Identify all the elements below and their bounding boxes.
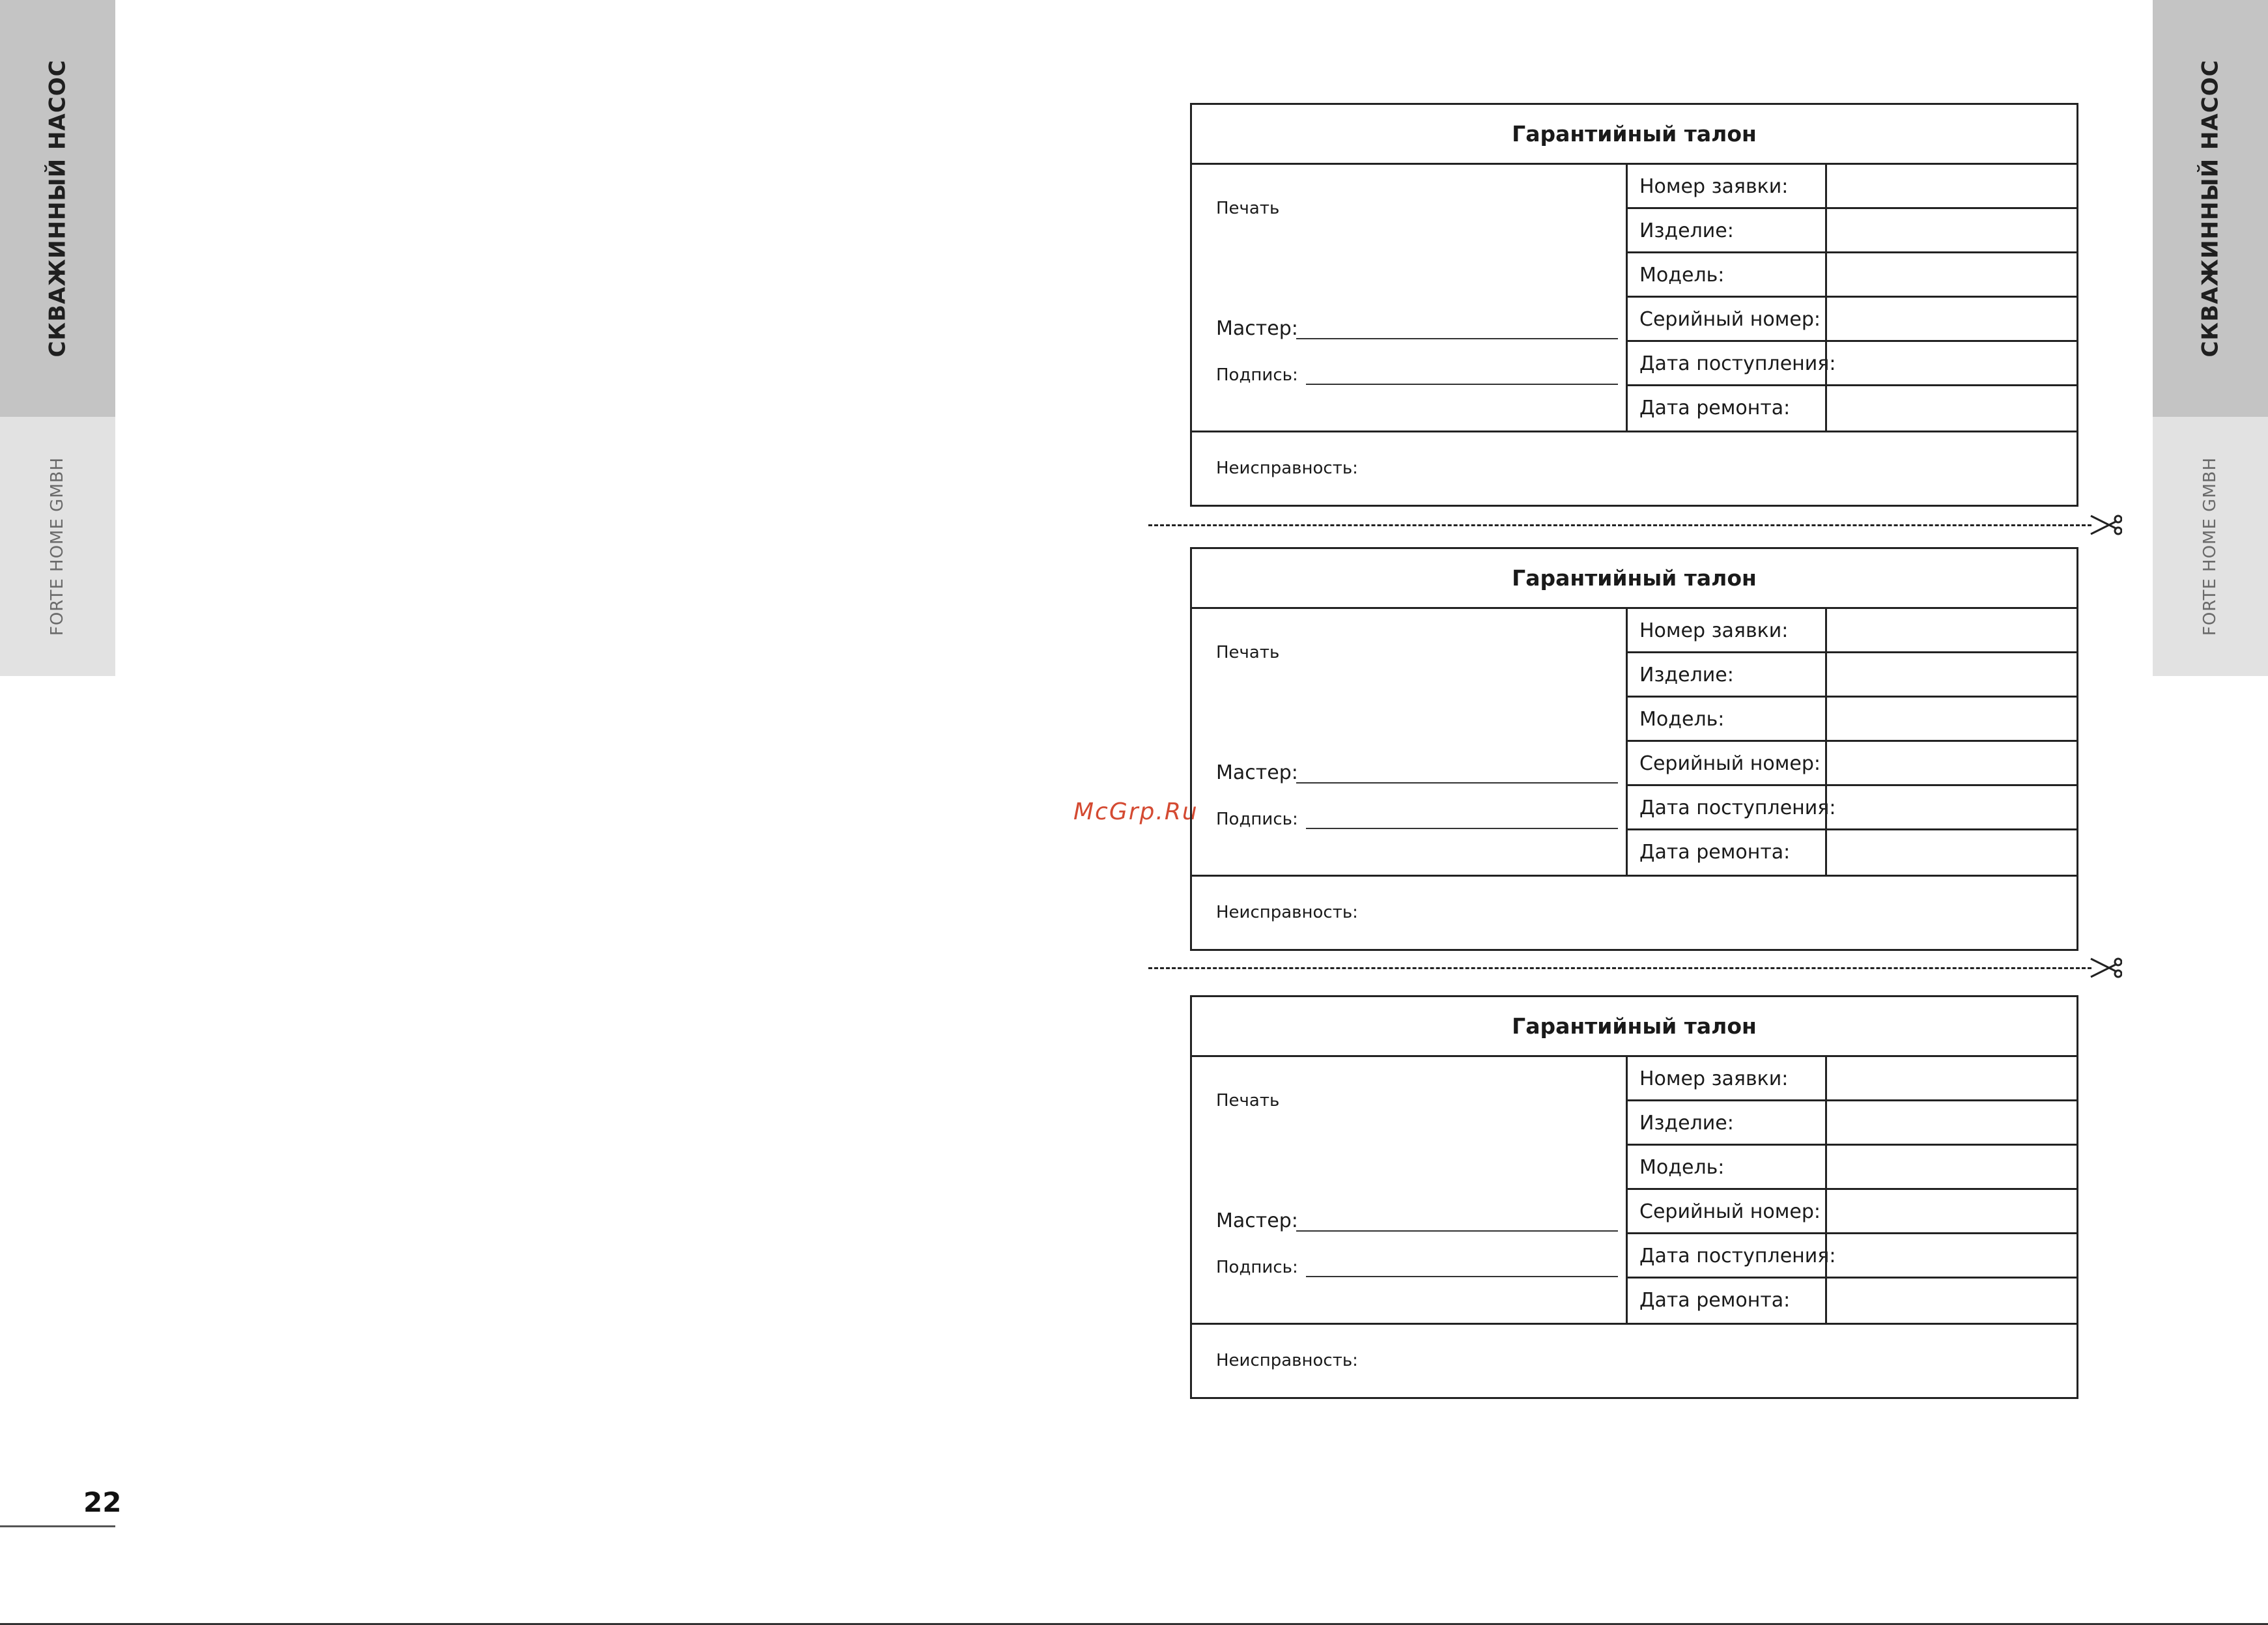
page-number-rule: [0, 1525, 115, 1527]
field-row-request-number: [1628, 1057, 2077, 1101]
field-label: Серийный номер:: [1639, 752, 1821, 775]
signature-line[interactable]: [1306, 1276, 1618, 1277]
print-label: Печать: [1216, 199, 1280, 218]
master-line[interactable]: [1296, 338, 1618, 339]
side-tab-title-right-text: [2153, 0, 2268, 417]
field-label: Серийный номер:: [1639, 1200, 1821, 1223]
fields-column: [1626, 165, 2077, 431]
field-label: Номер заявки:: [1639, 619, 1789, 642]
field-row-request-number: [1628, 609, 2077, 653]
defect-label: Неисправность:: [1216, 1351, 1358, 1370]
field-label: Дата поступления:: [1639, 1245, 1836, 1267]
defect-row[interactable]: [1192, 875, 2077, 949]
print-label: Печать: [1216, 643, 1280, 662]
master-line[interactable]: [1296, 1230, 1618, 1232]
warranty-card-3: [1190, 995, 2078, 1399]
defect-row[interactable]: [1192, 431, 2077, 505]
stamp-area: [1192, 1057, 1626, 1323]
field-value-cell[interactable]: [1825, 209, 2077, 251]
field-row-serial-number: [1628, 742, 2077, 786]
signature-label: Подпись:: [1216, 1258, 1298, 1277]
card-title: Гарантийный талон: [1192, 105, 2077, 165]
scissors-icon: [2090, 513, 2122, 537]
defect-row[interactable]: [1192, 1323, 2077, 1397]
field-value-cell[interactable]: [1825, 653, 2077, 696]
field-value-cell[interactable]: [1825, 165, 2077, 207]
field-label: Модель:: [1639, 708, 1725, 731]
field-row-model: [1628, 1146, 2077, 1190]
field-row-repair-date: [1628, 1279, 2077, 1323]
field-row-product: [1628, 1101, 2077, 1146]
field-value-cell[interactable]: [1825, 698, 2077, 740]
card-title: Гарантийный талон: [1192, 549, 2077, 609]
stamp-area: [1192, 609, 1626, 875]
field-label: Дата поступления:: [1639, 797, 1836, 819]
side-brand-left: FORTE HOME GMBH: [48, 457, 68, 636]
field-row-receipt-date: [1628, 342, 2077, 386]
field-value-cell[interactable]: [1825, 386, 2077, 431]
field-value-cell[interactable]: [1825, 1190, 2077, 1232]
field-value-cell[interactable]: [1825, 342, 2077, 384]
warranty-card-2: [1190, 547, 2078, 951]
defect-label: Неисправность:: [1216, 459, 1358, 478]
watermark: McGrp.Ru: [1073, 798, 1198, 825]
field-row-model: [1628, 698, 2077, 742]
field-value-cell[interactable]: [1825, 1101, 2077, 1144]
field-label: Модель:: [1639, 1156, 1725, 1179]
print-label: Печать: [1216, 1091, 1280, 1110]
field-row-product: [1628, 209, 2077, 253]
scissors-icon: [2090, 956, 2122, 980]
signature-label: Подпись:: [1216, 810, 1298, 829]
field-row-repair-date: [1628, 830, 2077, 875]
fields-column: [1626, 1057, 2077, 1323]
cut-line-2: [1148, 967, 2091, 969]
field-value-cell[interactable]: [1825, 1279, 2077, 1323]
field-value-cell[interactable]: [1825, 609, 2077, 651]
field-label: Модель:: [1639, 264, 1725, 287]
field-label: Изделие:: [1639, 1112, 1734, 1135]
field-label: Дата поступления:: [1639, 352, 1836, 375]
defect-label: Неисправность:: [1216, 903, 1358, 922]
field-label: Дата ремонта:: [1639, 397, 1791, 419]
cut-line-1: [1148, 524, 2091, 526]
field-label: Изделие:: [1639, 219, 1734, 242]
signature-label: Подпись:: [1216, 365, 1298, 385]
field-row-receipt-date: [1628, 786, 2077, 830]
field-row-model: [1628, 253, 2077, 298]
field-value-cell[interactable]: [1825, 1146, 2077, 1188]
field-row-request-number: [1628, 165, 2077, 209]
field-row-serial-number: [1628, 298, 2077, 342]
side-tab-brand-right-text: [2153, 417, 2268, 676]
fields-column: [1626, 609, 2077, 875]
side-tab-brand-left-text: [0, 417, 115, 676]
card-title: Гарантийный талон: [1192, 997, 2077, 1057]
field-row-repair-date: [1628, 386, 2077, 431]
stamp-area: [1192, 165, 1626, 431]
field-value-cell[interactable]: [1825, 1057, 2077, 1099]
warranty-card-1: [1190, 103, 2078, 507]
field-value-cell[interactable]: [1825, 786, 2077, 828]
field-label: Серийный номер:: [1639, 308, 1821, 331]
field-label: Номер заявки:: [1639, 175, 1789, 198]
master-line[interactable]: [1296, 782, 1618, 784]
side-title-right: СКВАЖИННЫЙ НАСОС: [2197, 59, 2224, 358]
page-number: 22: [83, 1486, 122, 1518]
field-label: Дата ремонта:: [1639, 841, 1791, 864]
master-label: Мастер:: [1216, 1209, 1298, 1232]
field-value-cell[interactable]: [1825, 742, 2077, 784]
field-label: Дата ремонта:: [1639, 1289, 1791, 1312]
field-label: Номер заявки:: [1639, 1067, 1789, 1090]
field-row-product: [1628, 653, 2077, 698]
field-value-cell[interactable]: [1825, 1234, 2077, 1277]
signature-line[interactable]: [1306, 828, 1618, 829]
field-label: Изделие:: [1639, 664, 1734, 686]
signature-line[interactable]: [1306, 384, 1618, 385]
field-row-serial-number: [1628, 1190, 2077, 1234]
side-brand-right: FORTE HOME GMBH: [2200, 457, 2220, 636]
master-label: Мастер:: [1216, 317, 1298, 340]
side-tab-title-left-text: [0, 0, 115, 417]
side-title-left: СКВАЖИННЫЙ НАСОС: [44, 59, 71, 358]
field-value-cell[interactable]: [1825, 830, 2077, 875]
field-value-cell[interactable]: [1825, 253, 2077, 296]
field-value-cell[interactable]: [1825, 298, 2077, 340]
field-row-receipt-date: [1628, 1234, 2077, 1279]
master-label: Мастер:: [1216, 761, 1298, 784]
